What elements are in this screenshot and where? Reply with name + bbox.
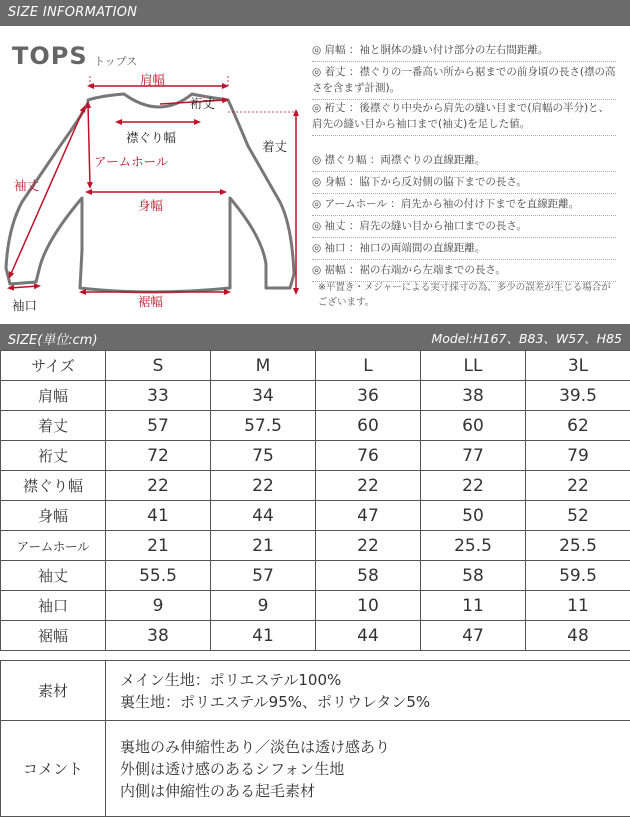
comment-line: 裏地のみ伸縮性あり／淡色は透け感あり [120,736,630,758]
comment-line: 外側は透け感のあるシフォン生地 [120,758,630,780]
table-cell: 34 [211,381,316,411]
header-cell: LL [421,351,526,381]
table-cell: 57 [211,561,316,591]
table-cell: 59.5 [526,561,630,591]
material-line: メイン生地：ポリエステル100% [120,669,630,691]
definition-item: ◎ アームホール ：肩先から袖の付け下までを直線距離。 [312,194,616,216]
row-label: アームホール [1,531,106,561]
table-cell: 57.5 [211,411,316,441]
table-row [1,501,630,531]
model-measurements: Model:H167、B83、W57、H85 [431,329,622,347]
table-cell: 22 [526,471,630,501]
table-cell: 79 [526,441,630,471]
table-cell: 33 [106,381,211,411]
label-armhole: アームホール [94,152,168,170]
size-table [0,350,630,651]
table-cell: 22 [316,471,421,501]
label-cuff: 袖口 [12,296,37,314]
row-label: 着丈 [1,411,106,441]
table-cell: 41 [106,501,211,531]
table-cell: 21 [211,531,316,561]
row-label: 裄丈 [1,441,106,471]
definition-item: ◎ 袖丈 ：肩先の縫い目から袖口までの長さ。 [312,216,616,238]
table-cell: 25.5 [526,531,630,561]
label-hem-width: 裾幅 [138,292,163,310]
armhole-line [88,104,90,186]
material-text [106,661,630,721]
material-row [1,661,630,721]
definition-item: ◎ 着丈 ：襟ぐりの一番高い所から裾までの前身頃の長さ(襟の高さを含まず計測)。 [312,62,616,100]
table-cell: 58 [316,561,421,591]
size-unit-title: SIZE(単位:cm) [8,329,98,348]
size-unit-bar [0,324,630,350]
table-cell: 62 [526,411,630,441]
definition-item: ◎ 襟ぐり幅 ：両襟ぐりの直線距離。 [312,150,616,172]
table-cell: 50 [421,501,526,531]
header-cell: S [106,351,211,381]
row-label: 襟ぐり幅 [1,471,106,501]
header-title: SIZE INFORMATION [8,5,137,20]
row-label: 袖丈 [1,561,106,591]
table-cell: 25.5 [421,531,526,561]
label-sleeve-top: 裄丈 [190,94,215,112]
table-cell: 48 [526,621,630,651]
table-cell: 9 [106,591,211,621]
table-cell: 10 [316,591,421,621]
definition-item: ◎ 肩幅 ：袖と胴体の縫い付け部分の左右間距離。 [312,40,616,62]
header-cell: M [211,351,316,381]
table-cell: 21 [106,531,211,561]
garment-outline [6,94,294,292]
row-label: 裾幅 [1,621,106,651]
comment-line: 内側は伸縮性のある起毛素材 [120,780,630,802]
table-cell: 58 [421,561,526,591]
table-cell: 22 [211,471,316,501]
definition-item: ◎ 身幅 ：脇下から反対側の脇下までの長さ。 [312,172,616,194]
table-cell: 77 [421,441,526,471]
table-row [1,411,630,441]
definition-item: ◎ 裄丈 ：後襟ぐり中央から肩先の縫い目まで(肩幅の半分)と、肩先の縫い目から袖口まで(袖丈)を足した値。 [312,98,616,136]
comment-text [106,721,630,817]
comment-row [1,721,630,817]
garment-name: TOPS [12,42,88,70]
table-cell: 75 [211,441,316,471]
table-row [1,561,630,591]
header-cell: サイズ [1,351,106,381]
table-row [1,621,630,651]
measurement-note: ※平置き・メジャーによる実寸採寸の為、多少の誤差が生じる場合がございます。 [318,280,618,310]
label-length: 着丈 [262,137,287,155]
table-cell: 47 [421,621,526,651]
table-cell: 11 [526,591,630,621]
table-cell: 22 [421,471,526,501]
table-cell: 41 [211,621,316,651]
table-cell: 11 [421,591,526,621]
row-label: 袖口 [1,591,106,621]
table-cell: 47 [316,501,421,531]
header-cell: 3L [526,351,630,381]
table-cell: 38 [421,381,526,411]
header-cell: L [316,351,421,381]
definition-item: ◎ 袖口 ：袖口の両端間の直線距離。 [312,238,616,260]
table-cell: 36 [316,381,421,411]
comment-label: コメント [1,721,106,817]
table-cell: 52 [526,501,630,531]
table-row [1,471,630,501]
table-cell: 39.5 [526,381,630,411]
row-label: 肩幅 [1,381,106,411]
label-neck-width: 襟ぐり幅 [126,128,176,146]
table-row [1,531,630,561]
table-cell: 9 [211,591,316,621]
table-cell: 22 [106,471,211,501]
table-cell: 60 [421,411,526,441]
label-shoulder-width: 肩幅 [140,70,165,88]
size-information-header [0,0,630,26]
table-row [1,441,630,471]
material-line: 裏生地：ポリエステル95%、ポリウレタン5% [120,691,630,713]
table-cell: 44 [211,501,316,531]
garment-name-kana: トップス [94,53,137,69]
table-cell: 57 [106,411,211,441]
table-cell: 22 [316,531,421,561]
label-body-width: 身幅 [138,196,163,214]
table-cell: 44 [316,621,421,651]
table-cell: 72 [106,441,211,471]
definition-item: ◎ 裾幅 ：裾の右端から左端までの長さ。 [312,260,616,282]
table-cell: 55.5 [106,561,211,591]
table-row [1,591,630,621]
table-row [1,381,630,411]
material-label: 素材 [1,661,106,721]
row-label: 身幅 [1,501,106,531]
table-cell: 38 [106,621,211,651]
table-cell: 60 [316,411,421,441]
cuff-line [10,286,38,288]
size-table-header-row [1,351,630,381]
table-cell: 76 [316,441,421,471]
label-sleeve-length: 袖丈 [14,176,39,194]
product-info-table [0,660,630,817]
